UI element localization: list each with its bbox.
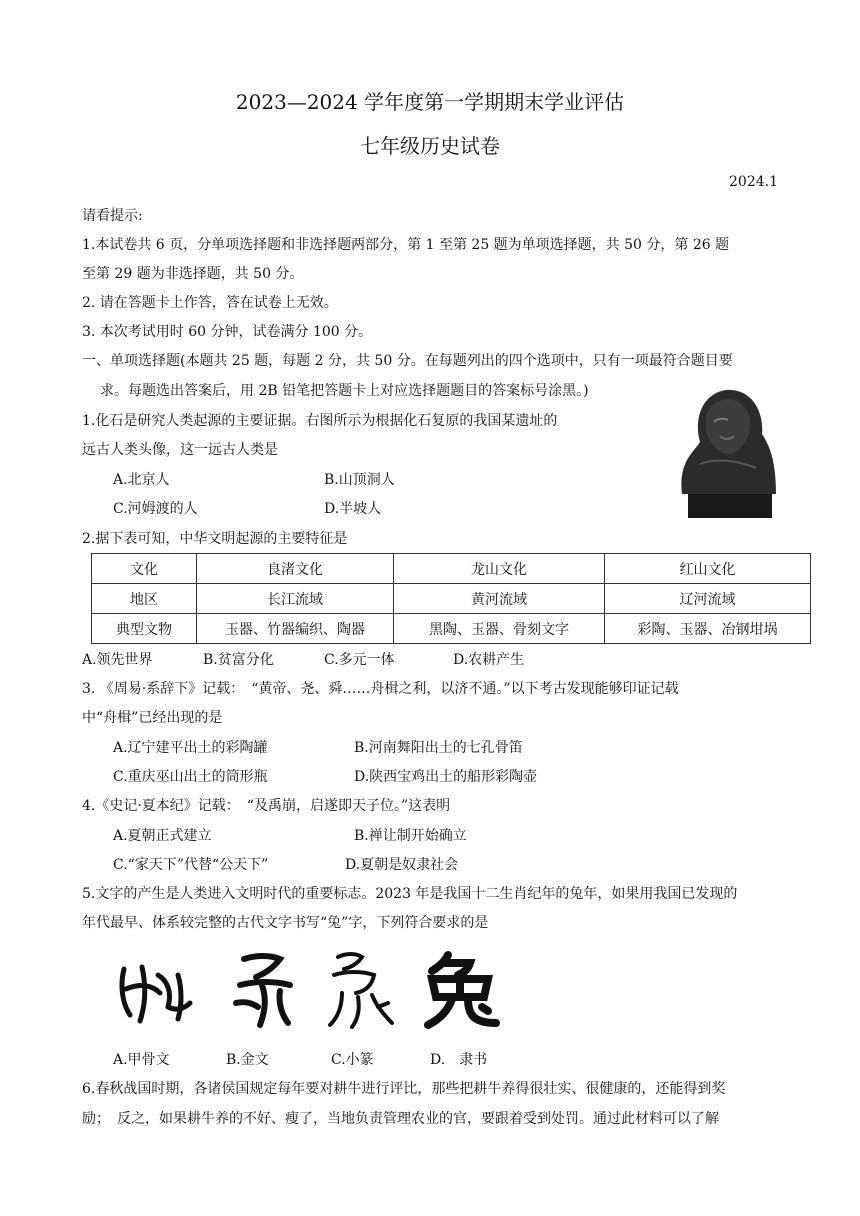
table-cell: 长江流域: [197, 584, 394, 614]
section-heading-line-1: 一、单项选择题(本题共 25 题，每题 2 分，共 50 分。在每题列出的四个选项中，只有一项最符合题目要: [82, 353, 733, 369]
q1-option-a: A.北京人: [113, 472, 170, 488]
q3-stem-line-2: 中“舟楫”已经出现的是: [82, 710, 223, 726]
q2-option-d: D.农耕产生: [453, 652, 525, 668]
exam-title: 2023—2024 学年度第一学期期末学业评估: [235, 90, 625, 114]
q2-option-a: A.领先世界: [82, 652, 153, 668]
q4-option-b: B.禅让制开始确立: [354, 828, 467, 844]
q3-stem-line-1: 3. 《周易·系辞下》记载： “黄帝、尧、舜……舟楫之利，以济不通。”以下考古发现能够印证记载: [82, 681, 679, 697]
oracle-bone-rabbit-glyph: [112, 945, 202, 1035]
q3-option-b: B.河南舞阳出土的七孔骨笛: [354, 740, 523, 756]
q1-stem-line-1: 1.化石是研究人类起源的主要证据。右图所示为根据化石复原的我国某遗址的: [82, 413, 558, 429]
clerical-script-rabbit-glyph: [418, 945, 508, 1035]
q4-option-d: D.夏朝是奴隶社会: [345, 857, 459, 873]
q6-line-2: 励； 反之，如果耕牛养的不好、瘦了，当地负责管理农业的官，要跟着受到处罚。通过此材料可以了解: [82, 1111, 719, 1127]
q3-option-d: D.陕西宝鸡出土的船形彩陶壶: [354, 769, 538, 785]
table-cell: 辽河流域: [605, 584, 811, 614]
q5-stem-line-1: 5.文字的产生是人类进入文明时代的重要标志。2023 年是我国十二生肖纪年的兔年，如果用我国已发现的: [82, 886, 738, 902]
table-cell: 彩陶、玉器、冶钢坩埚: [605, 614, 811, 644]
table-cell: 典型文物: [92, 614, 197, 644]
q5-stem-line-2: 年代最早、体系较完整的古代文字书写“兔”字，下列符合要求的是: [82, 915, 489, 931]
q5-option-d: D. 隶书: [430, 1052, 488, 1068]
notice-line-1b: 至第 29 题为非选择题，共 50 分。: [82, 266, 304, 282]
q4-option-a: A.夏朝正式建立: [113, 828, 212, 844]
exam-date: 2024.1: [729, 174, 778, 190]
q3-option-a: A.辽宁建平出土的彩陶罐: [113, 740, 268, 756]
q3-option-c: C.重庆巫山出土的筒形瓶: [113, 769, 268, 785]
q4-stem: 4.《史记·夏本纪》记载： “及禹崩，启遂即天子位。”这表明: [82, 798, 451, 814]
q1-stem-line-2: 远古人类头像，这一远古人类是: [82, 442, 278, 458]
table-cell: 黑陶、玉器、骨刻文字: [394, 614, 605, 644]
culture-table: [91, 553, 811, 644]
exam-subtitle: 七年级历史试卷: [360, 134, 500, 158]
notice-heading: 请看提示:: [82, 208, 143, 224]
notice-line-2: 2. 请在答题卡上作答，答在试卷上无效。: [82, 295, 338, 311]
table-cell: 良渚文化: [197, 554, 394, 584]
q4-option-c: C.“家天下”代替“公天下”: [113, 857, 269, 873]
q5-option-c: C.小篆: [331, 1052, 374, 1068]
table-row: [92, 554, 811, 584]
table-cell: 红山文化: [605, 554, 811, 584]
table-row: [92, 614, 811, 644]
small-seal-rabbit-glyph: [318, 945, 408, 1035]
q5-option-b: B.金文: [226, 1052, 269, 1068]
q2-option-b: B.贫富分化: [203, 652, 274, 668]
table-cell: 龙山文化: [394, 554, 605, 584]
section-heading-line-2: 求。每题选出答案后，用 2B 铅笔把答题卡上对应选择题题目的答案标号涂黑。): [100, 383, 589, 399]
table-cell: 玉器、竹器编织、陶器: [197, 614, 394, 644]
notice-line-3: 3. 本次考试用时 60 分钟，试卷满分 100 分。: [82, 324, 373, 340]
table-row: [92, 584, 811, 614]
q1-option-d: D.半坡人: [324, 501, 382, 517]
table-cell: 黄河流域: [394, 584, 605, 614]
q5-option-a: A.甲骨文: [113, 1052, 170, 1068]
notice-line-1a: 1.本试卷共 6 页，分单项选择题和非选择题两部分，第 1 至第 25 题为单项选择题，共 50 分，第 26 题: [82, 237, 730, 253]
q6-line-1: 6.春秋战国时期，各诸侯国规定每年要对耕牛进行评比，那些把耕牛养得很壮实、很健康的，还能得到奖: [82, 1081, 726, 1097]
table-cell: 地区: [92, 584, 197, 614]
bronze-inscription-rabbit-glyph: [222, 945, 312, 1035]
q1-option-c: C.河姆渡的人: [113, 501, 198, 517]
q2-stem: 2.据下表可知，中华文明起源的主要特征是: [82, 531, 348, 547]
table-cell: 文化: [92, 554, 197, 584]
q2-option-c: C.多元一体: [324, 652, 395, 668]
q1-option-b: B.山顶洞人: [324, 472, 395, 488]
ancient-human-bust-image: [660, 382, 778, 520]
